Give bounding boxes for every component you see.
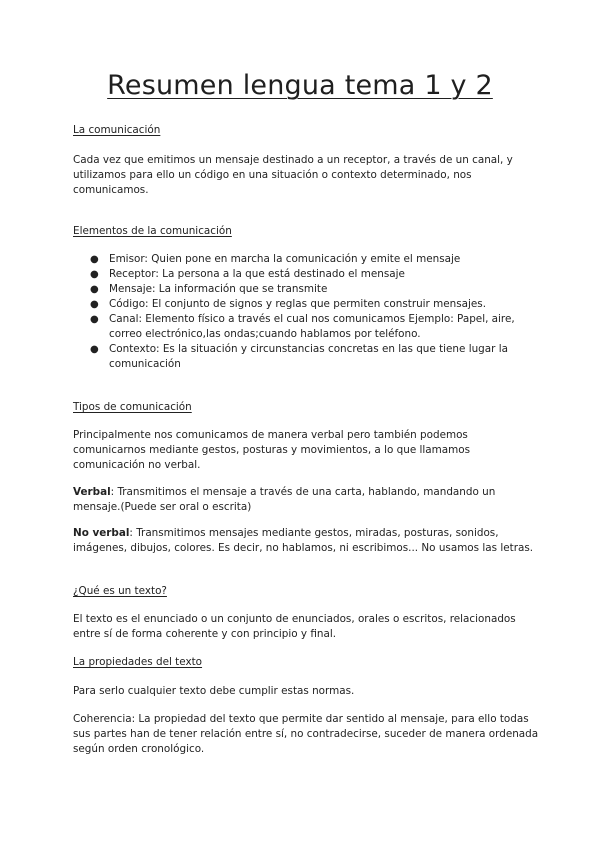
paragraph-texto: El texto es el enunciado o un conjunto de enunciados, orales o escritos, relacionados entre sí de forma coherente y con principio y final. — [73, 613, 516, 640]
heading-propiedades: La propiedades del texto — [73, 656, 203, 668]
bullet-icon: ● — [90, 284, 99, 295]
list-item: ● Contexto: Es la situación y circunstancias concretas en las que tiene lugar la comunicación — [90, 343, 508, 370]
list-item: ● Mensaje: La información que se transmite — [90, 283, 328, 295]
paragraph-comunicacion: Cada vez que emitimos un mensaje destinado a un receptor, a través de un canal, y utilizamos para ello un código en una situación o contexto determinado, nos comunicamos. — [73, 154, 513, 196]
paragraph-tipos-intro: Principalmente nos comunicamos de manera verbal pero también podemos comunicarnos mediante gestos, posturas y movimientos, a lo que llamamos comunicación no verbal. — [73, 429, 471, 471]
verbal-text: : Transmitimos el mensaje a través de una carta, hablando, mandando un mensaje.(Puede ser oral o escrita) — [73, 486, 496, 513]
elements-list — [73, 252, 543, 372]
list-item: ● Código: El conjunto de signos y reglas que permiten construir mensajes. — [90, 298, 487, 310]
no-verbal-label: No verbal — [73, 527, 130, 539]
paragraph-no-verbal — [73, 526, 543, 556]
heading-elementos: Elementos de la comunicación — [73, 225, 232, 237]
list-item: ● Canal: Elemento físico a través el cual nos comunicamos Ejemplo: Papel, aire, correo electrónico,las ondas;cuando hablamos por teléfono. — [90, 313, 515, 340]
bullet-icon: ● — [90, 269, 99, 280]
paragraph-verbal — [73, 485, 543, 515]
list-item: ● Receptor: La persona a la que está destinado el mensaje — [90, 268, 405, 280]
verbal-label: Verbal — [73, 486, 111, 498]
bullet-icon: ● — [90, 299, 99, 310]
paragraph-coherencia: Coherencia: La propiedad del texto que permite dar sentido al mensaje, para ello todas sus partes han de tener relación entre sí, no contradecirse, suceder de manera ordenada según orden cronológico. — [73, 713, 539, 755]
page-title: Resumen lengua tema 1 y 2 — [107, 70, 493, 101]
paragraph-propiedades-intro: Para serlo cualquier texto debe cumplir estas normas. — [73, 685, 355, 697]
bullet-icon: ● — [90, 344, 99, 355]
heading-texto: ¿Qué es un texto? — [73, 585, 167, 597]
list-item: ● Emisor: Quien pone en marcha la comunicación y emite el mensaje — [90, 253, 461, 265]
bullet-icon: ● — [90, 314, 99, 325]
heading-comunicacion: La comunicación — [73, 124, 161, 136]
bullet-icon: ● — [90, 254, 99, 265]
no-verbal-text: : Transmitimos mensajes mediante gestos, miradas, posturas, sonidos, imágenes, dibujos, colores. Es decir, no hablamos, ni escribimos... No usamos las letras. — [73, 527, 534, 554]
heading-tipos: Tipos de comunicación — [73, 401, 192, 413]
